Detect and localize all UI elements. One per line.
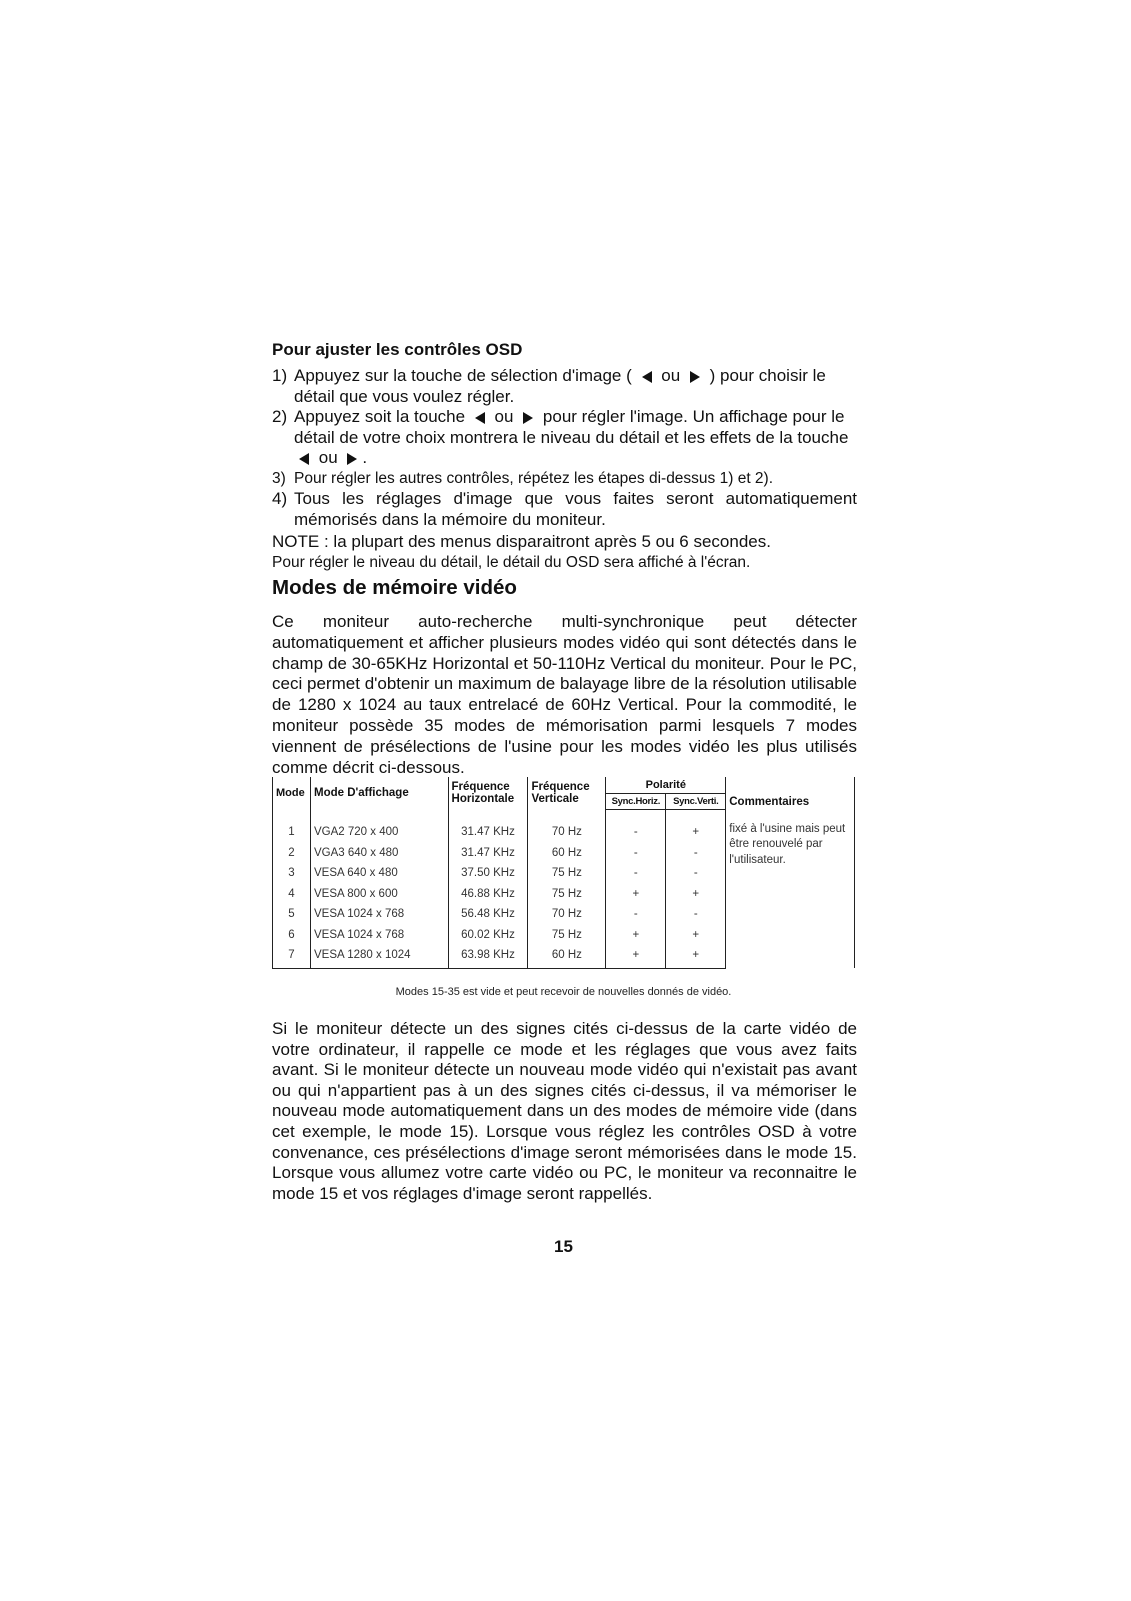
step-text: Tous les réglages d'image que vous faites seront automatiquement mémorisés dans la mémoire du moniteur.	[294, 489, 857, 529]
header-freq-horizontal: Fréquence Horizontale	[448, 777, 528, 810]
cell-comment: fixé à l'usine mais peut être renouvelé par l'utilisateur.	[726, 810, 855, 969]
osd-step-4	[272, 489, 857, 530]
cell-freq-v: 70 Hz	[528, 904, 606, 925]
cell-freq-h: 37.50 KHz	[448, 863, 528, 884]
cell-sync-v: -	[666, 843, 726, 864]
header-comments: Commentaires	[726, 777, 855, 810]
cell-sync-h: +	[606, 925, 666, 946]
cell-sync-h: -	[606, 863, 666, 884]
step-text: ) pour choisir le détail que vous voulez régler.	[294, 366, 826, 406]
cell-display: VESA 1024 x 768	[310, 904, 448, 925]
cell-freq-h: 31.47 KHz	[448, 810, 528, 843]
cell-display: VESA 800 x 600	[310, 884, 448, 905]
step-text: pour régler l'image. Un affichage pour le détail de votre choix montrera le niveau du détail et les effets de la touche	[294, 407, 849, 447]
cell-freq-v: 70 Hz	[528, 810, 606, 843]
cell-sync-v: +	[666, 810, 726, 843]
header-sync-verti: Sync.Verti.	[666, 794, 726, 810]
osd-steps-list	[272, 366, 857, 530]
cell-mode: 7	[273, 945, 311, 968]
cell-sync-h: -	[606, 904, 666, 925]
cell-mode: 3	[273, 863, 311, 884]
osd-step-2	[272, 407, 857, 469]
section-title-osd: Pour ajuster les contrôles OSD	[272, 340, 523, 359]
cell-display: VGA2 720 x 400	[310, 810, 448, 843]
note-label: NOTE	[272, 532, 320, 551]
cell-sync-h: -	[606, 810, 666, 843]
osd-step-3	[272, 469, 857, 490]
cell-freq-h: 56.48 KHz	[448, 904, 528, 925]
cell-sync-h: +	[606, 884, 666, 905]
left-arrow-icon	[475, 412, 485, 424]
cell-display: VESA 640 x 480	[310, 863, 448, 884]
cell-display: VESA 1024 x 768	[310, 925, 448, 946]
section-title-modes: Modes de mémoire vidéo	[272, 576, 517, 599]
cell-sync-h: -	[606, 843, 666, 864]
step-text: Appuyez soit la touche	[294, 407, 466, 426]
modes-outro-paragraph: Si le moniteur détecte un des signes cités ci-dessus de la carte vidéo de votre ordinateur, il rappelle ce mode et les réglages que vous avez faits avant. Si le moniteur détecte un nouveau mode vidéo qui n'existait pas avant ou qui n'appartient pas à un des signes cités ci-dessus, il va mémoriser le nouveau mode automatiquement dans un des modes de mémoire vide (dans cet exemple, le mode 15). Lorsque vous réglez les contrôles OSD à votre convenance, ces présélections d'image seront mémorisées dans le mode 15. Lorsque vous allumez votre carte vidéo ou PC, le moniteur va reconnaitre le mode 15 et vos réglages d'image seront rappellés.	[272, 1019, 857, 1203]
cell-sync-v: +	[666, 884, 726, 905]
cell-display: VGA3 640 x 480	[310, 843, 448, 864]
header-mode: Mode	[273, 777, 311, 810]
cell-sync-v: +	[666, 925, 726, 946]
page-number: 15	[554, 1237, 573, 1256]
step-number: 1)	[272, 366, 288, 385]
cell-display: VESA 1280 x 1024	[310, 945, 448, 968]
header-polarity: Polarité	[606, 777, 726, 794]
cell-sync-h: +	[606, 945, 666, 968]
step-text: ou	[661, 366, 681, 385]
cell-freq-h: 31.47 KHz	[448, 843, 528, 864]
step-text: Appuyez sur la touche de sélection d'image (	[294, 366, 632, 385]
header-freq-vertical: Fréquence Verticale	[528, 777, 606, 810]
cell-sync-v: -	[666, 863, 726, 884]
table-caption: Modes 15-35 est vide et peut recevoir de nouvelles donnés de vidéo.	[395, 986, 732, 998]
cell-mode: 2	[273, 843, 311, 864]
cell-freq-v: 75 Hz	[528, 925, 606, 946]
note-line	[272, 531, 857, 552]
cell-freq-v: 60 Hz	[528, 945, 606, 968]
header-display-mode: Mode D'affichage	[310, 777, 448, 810]
cell-freq-h: 63.98 KHz	[448, 945, 528, 968]
step-number: 2)	[272, 407, 288, 426]
step-text: ou	[318, 448, 338, 467]
osd-step-1	[272, 366, 857, 407]
header-sync-horiz: Sync.Horiz.	[606, 794, 666, 810]
cell-mode: 1	[273, 810, 311, 843]
cell-mode: 4	[273, 884, 311, 905]
step-text: Pour régler les autres contrôles, répétez les étapes di-dessus 1) et 2).	[294, 469, 774, 487]
note-text: : la plupart des menus disparaitront après 5 ou 6 secondes.	[323, 532, 771, 551]
right-arrow-icon	[523, 412, 533, 424]
step-number: 4)	[272, 489, 288, 508]
cell-freq-v: 60 Hz	[528, 843, 606, 864]
step-text: ou	[494, 407, 514, 426]
step-number: 3)	[272, 469, 286, 487]
table-row	[273, 810, 855, 843]
cell-sync-v: -	[666, 904, 726, 925]
cell-mode: 5	[273, 904, 311, 925]
left-arrow-icon	[299, 453, 309, 465]
cell-freq-h: 46.88 KHz	[448, 884, 528, 905]
cell-mode: 6	[273, 925, 311, 946]
modes-table	[272, 777, 855, 969]
cell-freq-v: 75 Hz	[528, 884, 606, 905]
note-line-2: Pour régler le niveau du détail, le détail du OSD sera affiché à l'écran.	[272, 554, 751, 571]
left-arrow-icon	[642, 371, 652, 383]
cell-freq-h: 60.02 KHz	[448, 925, 528, 946]
cell-freq-v: 75 Hz	[528, 863, 606, 884]
cell-sync-v: +	[666, 945, 726, 968]
right-arrow-icon	[347, 453, 357, 465]
right-arrow-icon	[690, 371, 700, 383]
modes-intro-paragraph: Ce moniteur auto-recherche multi-synchronique peut détecter automatiquement et afficher plusieurs modes vidéo qui sont détectés dans le champ de 30-65KHz Horizontal et 50-110Hz Vertical du moniteur. Pour le PC, ceci permet d'obtenir un maximum de balayage libre de la résolution utilisable de 1280 x 1024 au taux entrelacé de 60Hz Vertical. Pour la commodité, le moniteur possède 35 modes de mémorisation parmi lesquels 7 modes viennent de présélections de l'usine pour les modes vidéo les plus utilisés comme décrit ci-dessous.	[272, 612, 857, 777]
step-text: .	[362, 448, 368, 467]
